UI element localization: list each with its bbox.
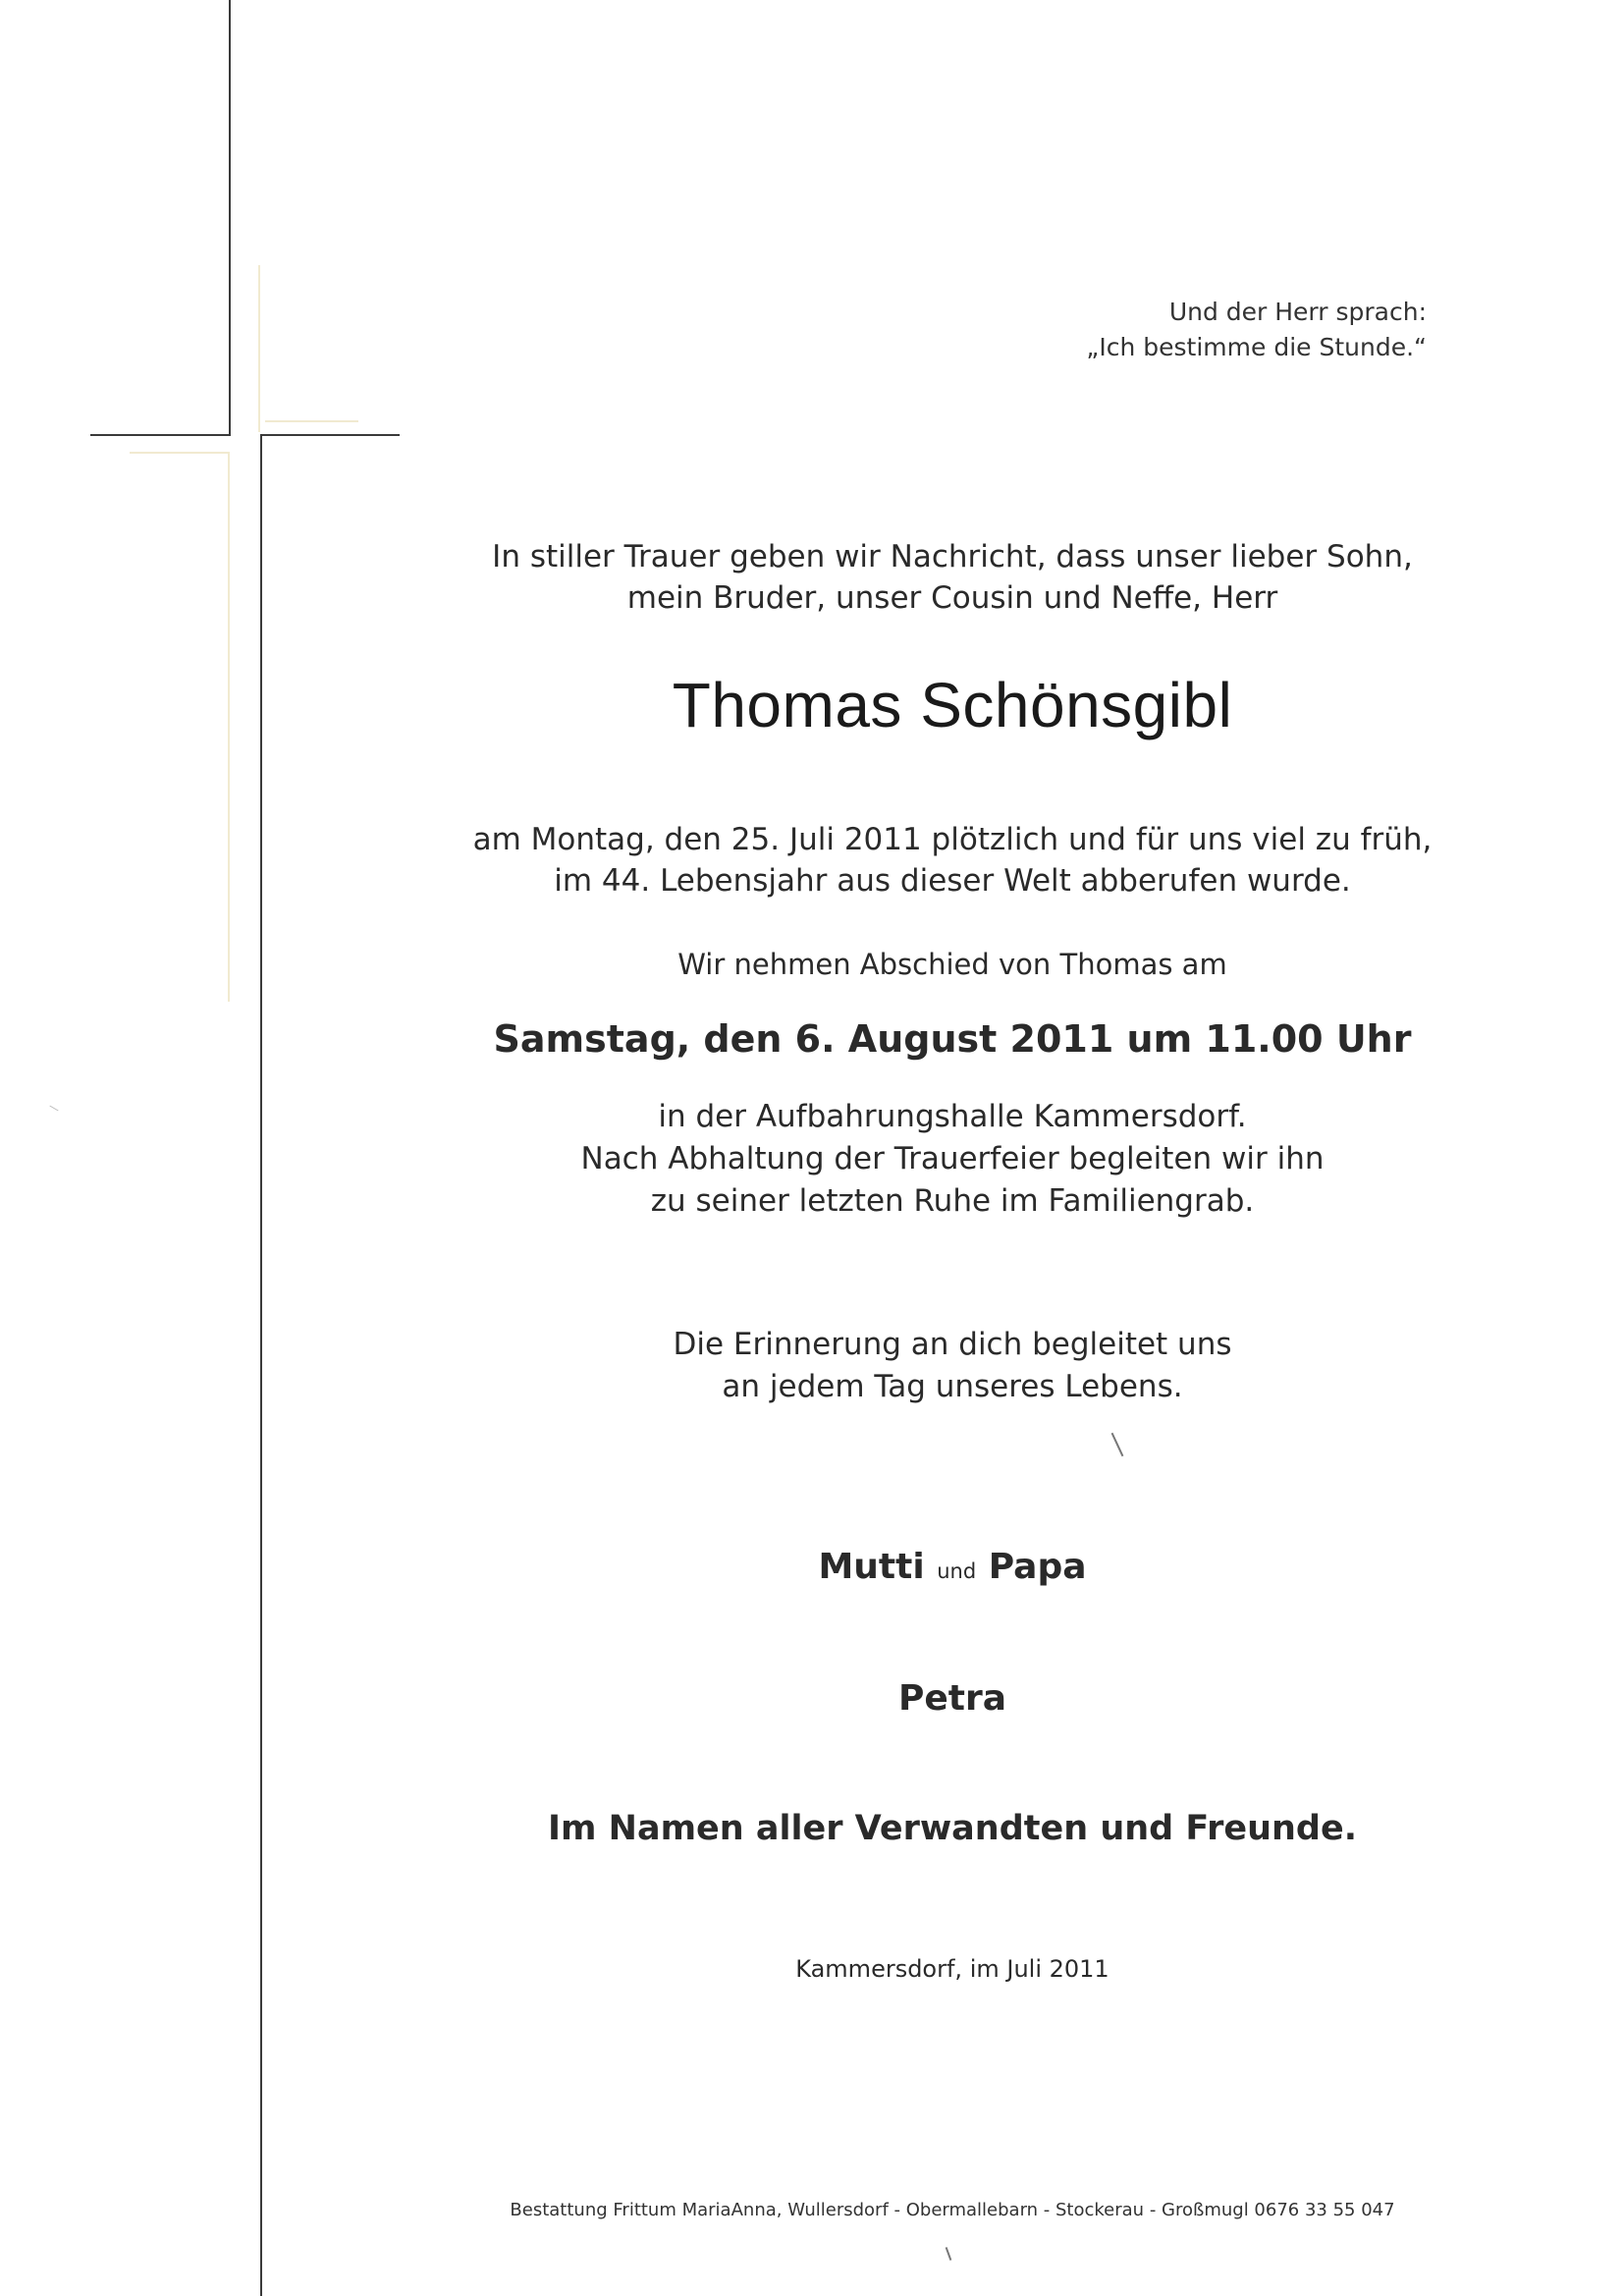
memory-line-1: Die Erinnerung an dich begleitet uns: [673, 1327, 1232, 1362]
place-date: Kammersdorf, im Juli 2011: [795, 1955, 1109, 1983]
funeral-location: [461, 1096, 1443, 1223]
deceased-name: Thomas Schönsgibl: [672, 670, 1233, 740]
location-line-2: Nach Abhaltung der Trauerfeier begleiten wir ihn: [580, 1141, 1325, 1176]
bible-quote-line-1: Und der Herr sprach:: [1168, 298, 1427, 326]
farewell-intro: Wir nehmen Abschied von Thomas am: [677, 948, 1227, 981]
death-notice: [461, 819, 1443, 902]
death-line-1: am Montag, den 25. Juli 2011 plötzlich und für uns viel zu früh,: [472, 822, 1433, 857]
intro-line-1: In stiller Trauer geben wir Nachricht, dass unser lieber Sohn,: [492, 539, 1413, 574]
mourners-parents: [461, 1544, 1443, 1595]
death-line-2: im 44. Lebensjahr aus dieser Welt abberufen wurde.: [554, 863, 1351, 899]
mourner-parent-1: Mutti: [818, 1547, 925, 1587]
mourner-sibling: Petra: [897, 1678, 1007, 1719]
funeral-date: Samstag, den 6. August 2011 um 11.00 Uhr: [493, 1017, 1412, 1061]
bible-quote-line-2: „Ich bestimme die Stunde.“: [1086, 333, 1427, 361]
memory-verse: [461, 1324, 1443, 1408]
location-line-1: in der Aufbahrungshalle Kammersdorf.: [658, 1099, 1247, 1134]
mourner-conjunction: und: [937, 1559, 977, 1583]
location-line-3: zu seiner letzten Ruhe im Familiengrab.: [650, 1183, 1255, 1219]
memory-line-2: an jedem Tag unseres Lebens.: [722, 1369, 1183, 1404]
intro-line-2: mein Bruder, unser Cousin und Neffe, Herr: [626, 580, 1278, 616]
announcement-intro: [461, 536, 1443, 619]
mourners-relatives: Im Namen aller Verwandten und Freunde.: [547, 1809, 1358, 1848]
funeral-home-footer: Bestattung Frittum MariaAnna, Wullersdorf - Obermallebarn - Stockerau - Großmugl 0676 33 55 047: [510, 2200, 1395, 2220]
mourner-parent-2: Papa: [988, 1547, 1087, 1587]
bible-quote: [1086, 295, 1427, 365]
